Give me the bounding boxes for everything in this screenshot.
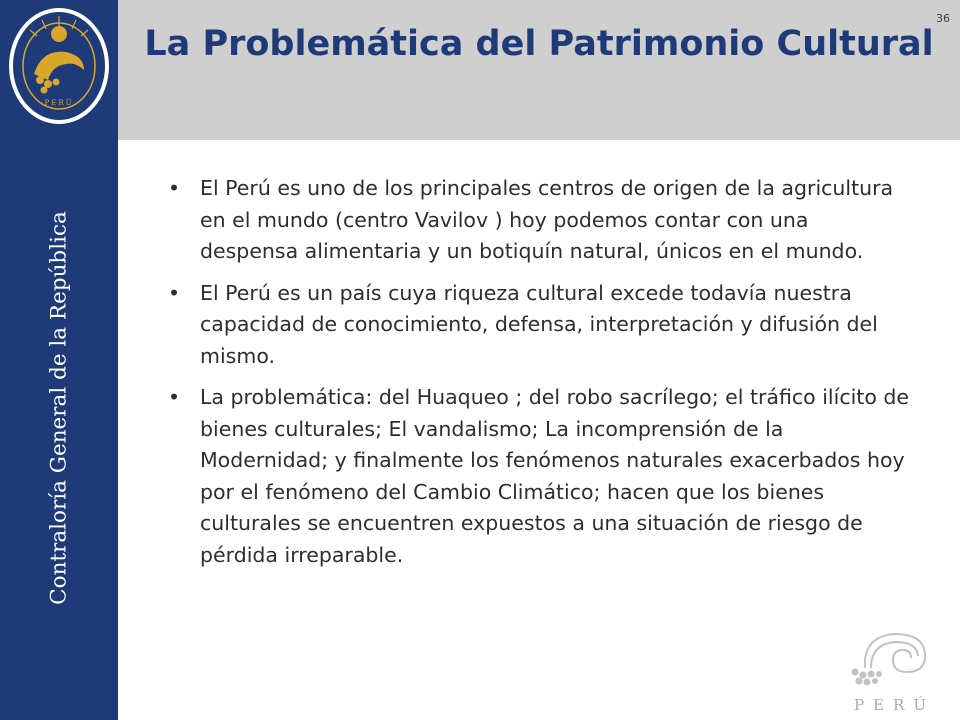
peru-logo-text: PERÚ bbox=[854, 696, 935, 714]
slide-number: 36 bbox=[936, 12, 950, 25]
seal-text: PERÚ bbox=[44, 99, 74, 107]
organization-name: Contraloría General de la República bbox=[46, 211, 72, 605]
bullet-text: El Perú es un país cuya riqueza cultural excede todavía nuestra capacidad de conocimiento, defensa, interpretación y difusión del mismo. bbox=[200, 280, 878, 368]
bullet-text: El Perú es uno de los principales centros de origen de la agricultura en el mundo (centro Vavilov ) hoy podemos contar con una despensa alimentaria y un botiquín natural, únicos en el mundo. bbox=[200, 176, 894, 263]
sidebar bbox=[0, 0, 118, 720]
page-title: La Problemática del Patrimonio Cultural bbox=[144, 24, 934, 64]
bullet-list bbox=[164, 173, 909, 581]
bullet-item bbox=[164, 278, 909, 373]
contraloria-seal-icon bbox=[4, 4, 114, 129]
bullet-marker: • bbox=[168, 280, 181, 305]
peru-brand-logo bbox=[845, 628, 935, 714]
peru-spiral-icon bbox=[845, 628, 930, 688]
bullet-item bbox=[164, 173, 909, 268]
bullet-marker: • bbox=[168, 385, 181, 409]
bullet-text: La problemática: del Huaqueo ; del robo sacrílego; el tráfico ilícito de bienes culturales; El vandalismo; La incomprensión de la Modernidad; y finalmente los fenómenos naturales exacerbados hoy por el fenómeno del Cambio Climático; hacen que los bienes culturales se encuentren expuestos a una situación de riesgo de pérdida irreparable. bbox=[200, 385, 910, 567]
bullet-item bbox=[164, 382, 909, 571]
bullet-marker: • bbox=[168, 176, 181, 200]
header-band bbox=[118, 0, 960, 140]
